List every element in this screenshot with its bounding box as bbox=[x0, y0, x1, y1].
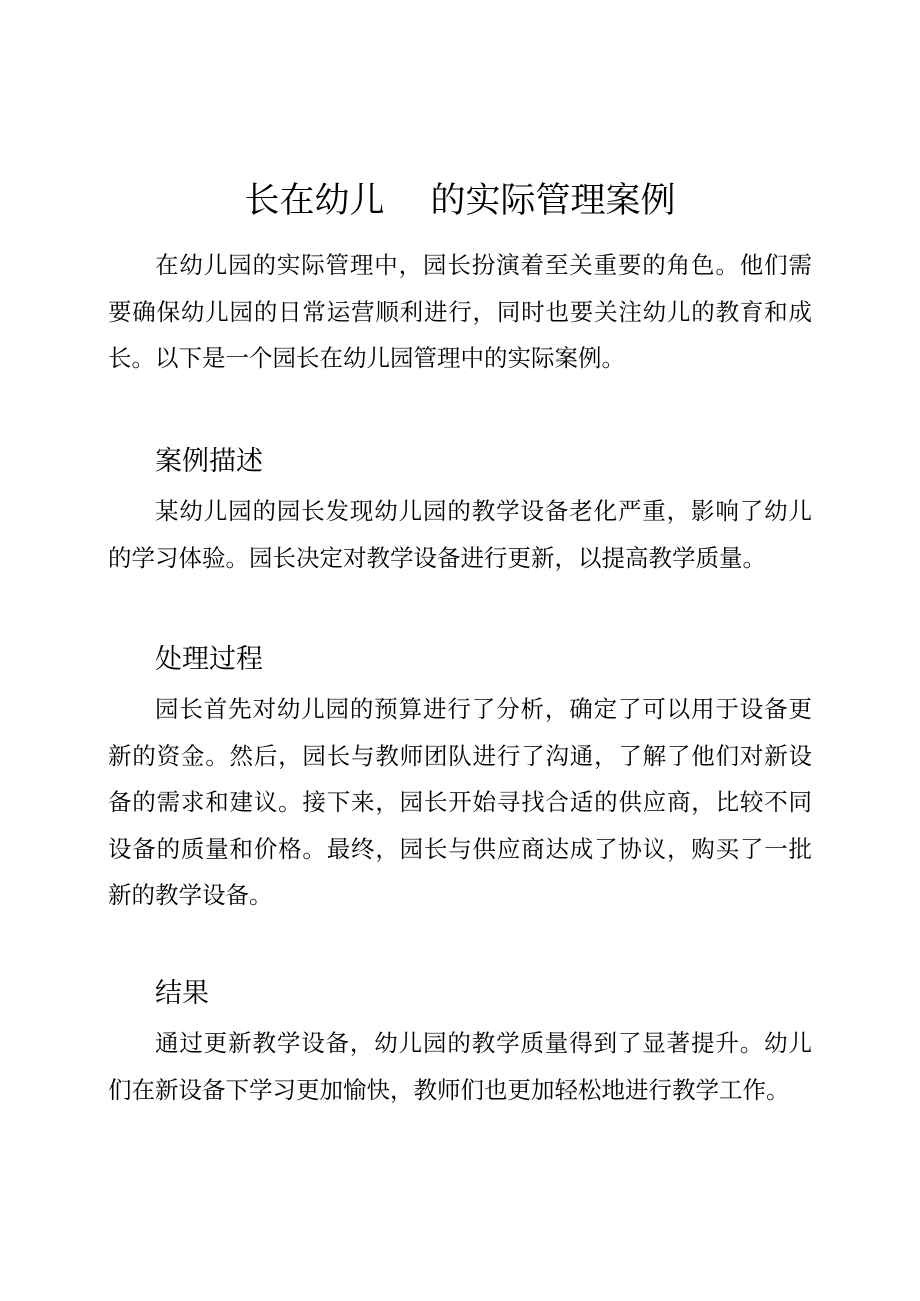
section-heading-process: 处理过程 bbox=[155, 644, 263, 675]
intro-paragraph: 在幼儿园的实际管理中，园长扮演着至关重要的角色。他们需要确保幼儿园的日常运营顺利进行，同时也要关注幼儿的教育和成长。以下是一个园长在幼儿园管理中的实际案例。 bbox=[108, 251, 812, 372]
document-title-part-1: 长在幼儿 bbox=[244, 181, 385, 221]
document-title-part-2: 的实际管理案例 bbox=[430, 181, 676, 221]
section-heading-case-description: 案例描述 bbox=[155, 446, 263, 477]
section-body-case-description: 某幼儿园的园长发现幼儿园的教学设备老化严重，影响了幼儿的学习体验。园长决定对教学设备进行更新，以提高教学质量。 bbox=[108, 497, 812, 572]
section-body-result: 通过更新教学设备，幼儿园的教学质量得到了显著提升。幼儿们在新设备下学习更加愉快，教师们也更加轻松地进行教学工作。 bbox=[108, 1029, 812, 1104]
section-heading-result: 结果 bbox=[155, 978, 209, 1009]
document-title bbox=[0, 176, 920, 226]
section-body-process: 园长首先对幼儿园的预算进行了分析，确定了可以用于设备更新的资金。然后，园长与教师团队进行了沟通，了解了他们对新设备的需求和建议。接下来，园长开始寻找合适的供应商，比较不同设备的质量和价格。最终，园长与供应商达成了协议，购买了一批新的教学设备。 bbox=[108, 695, 812, 909]
